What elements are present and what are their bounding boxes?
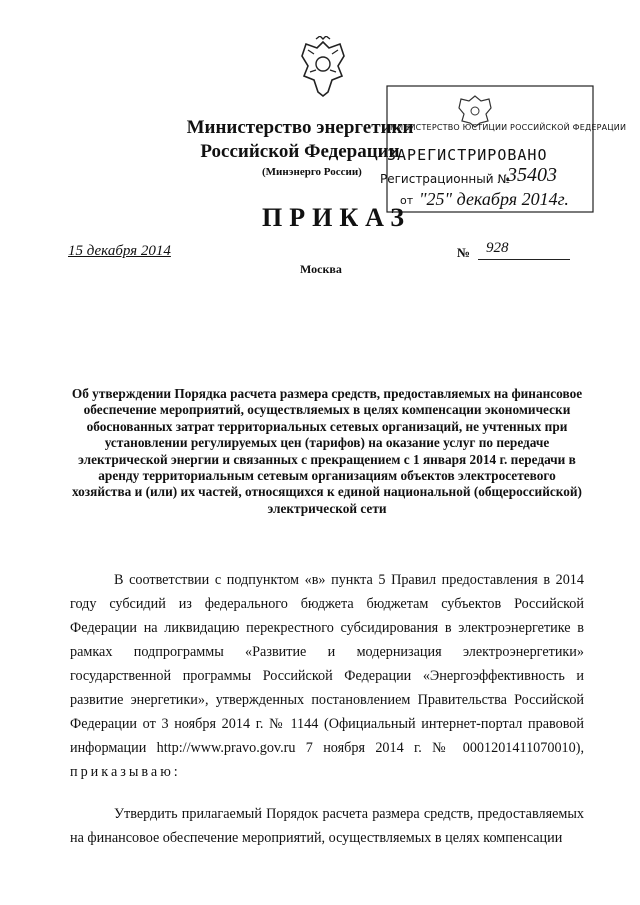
order-number-underline [478, 259, 570, 260]
paragraph-1-text: В соответствии с подпунктом «в» пункта 5 Правил предоставления в 2014 году субсидий из федерального бюджета бюджетам субъектов Российской Федерации на ликвидацию перекрестного субсидирования в электроэнергетике в рамках подпрограммы «Развитие и модернизация электроэнергетики» государственной программы Российской Федерации «Энергоэффективность и развитие энергетики», утвержденных постановлением Правительства Российской Федерации от 3 ноября 2014 г. № 1144 (Официальный интернет-портал правовой информации http://www.pravo.gov.ru 7 ноября 2014 г. № 0001201411070010), [70, 572, 584, 756]
stamp-reg-number: 35403 [507, 164, 557, 186]
stamp-reg-number-label: Регистрационный № [380, 172, 510, 186]
body-paragraph-1 [70, 568, 584, 784]
body-paragraph-2: Утвердить прилагаемый Порядок расчета размера средств, предоставляемых на финансовое обеспечение мероприятий, осуществляемых в целях компенсации [70, 806, 584, 846]
stamp-date-prefix: от [400, 194, 414, 207]
ministry-line-2: Российской Федерации [200, 141, 400, 162]
coat-of-arms-icon [296, 36, 350, 98]
ministry-line-1: Министерство энергетики [186, 117, 414, 138]
stamp-registered-label: ЗАРЕГИСТРИРОВАНО [387, 146, 548, 164]
document-type: ПРИКАЗ [262, 203, 412, 232]
stamp-header: МИНИСТЕРСТВО ЮСТИЦИИ РОССИЙСКОЙ ФЕДЕРАЦИИ [390, 123, 627, 132]
city: Москва [300, 262, 342, 276]
order-number: 928 [486, 240, 509, 256]
document-title: Об утверждении Порядка расчета размера средств, предоставляемых на финансовое обеспечение мероприятий, осуществляемых в целях компенсации экономически обоснованных затрат территориальных сетевых организаций, не учтенных при установлении регулируемых цен (тарифов) на оказание услуг по передаче электрической энергии и связанных с прекращением с 1 января 2014 г. передачи в аренду территориальным сетевым организациям объектов электросетевого хозяйства и (или) их частей, относящихся к единой национальной (общероссийской) электрической сети [71, 386, 583, 516]
order-date: 15 декабря 2014 [68, 243, 171, 259]
stamp-date: "25" декабря 2014г. [419, 189, 569, 209]
order-word: приказываю: [70, 764, 181, 780]
ministry-abbreviation: (Минэнерго России) [262, 166, 362, 178]
order-number-label: № [457, 245, 471, 260]
